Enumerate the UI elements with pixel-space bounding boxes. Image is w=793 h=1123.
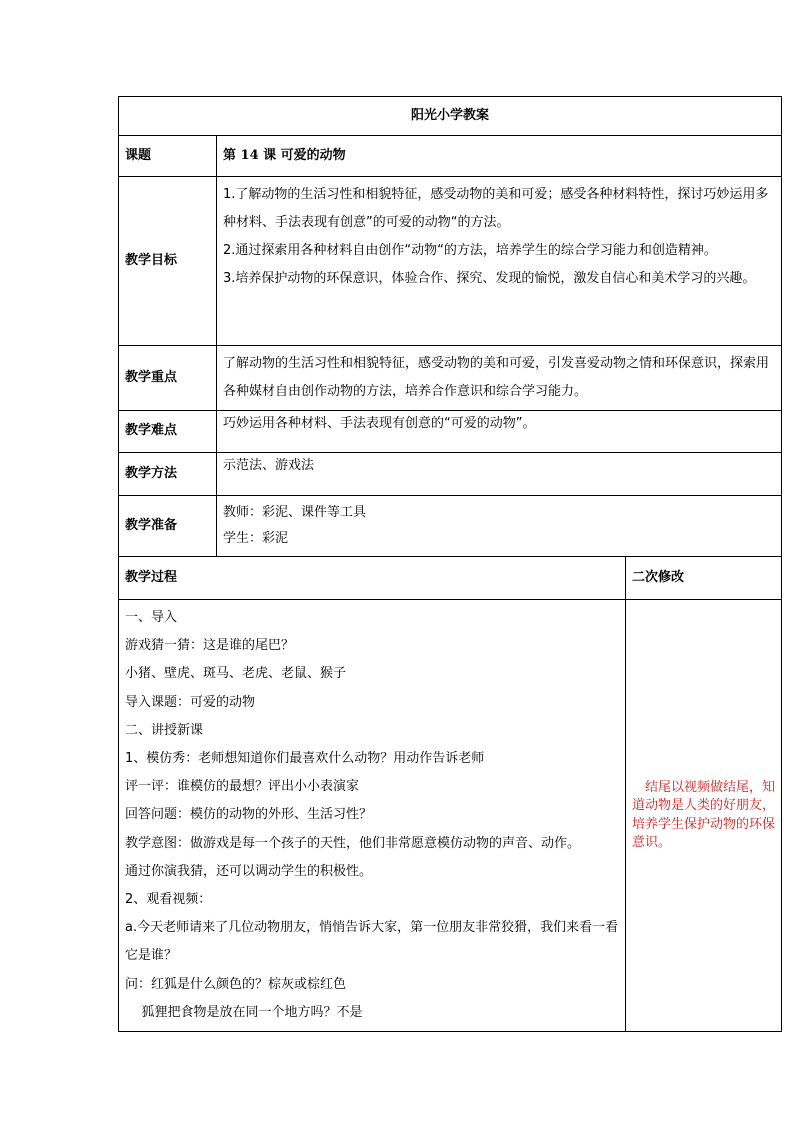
process-line: 导入课题：可爱的动物 (125, 694, 256, 710)
difficulty-label: 教学难点 (119, 411, 217, 453)
process-line: 二、讲授新课 (125, 722, 204, 738)
process-content (119, 600, 626, 1032)
preparation-content (217, 496, 782, 557)
topic-label: 课题 (119, 136, 217, 177)
topic-value: 第 14 课 可爱的动物 (217, 136, 782, 177)
process-line: 教学意图：做游戏是每一个孩子的天性，他们非常愿意模仿动物的声音、动作。 (125, 835, 581, 851)
process-line: 通过你演我猜，还可以调动学生的积极性。 (125, 863, 373, 879)
objective-item: 3.培养保护动物的环保意识，体验合作、探究、发现的愉悦，激发自信心和美术学习的兴趣。 (223, 271, 756, 286)
key-points-content (217, 346, 782, 411)
preparation-item: 学生：彩泥 (223, 531, 289, 546)
difficulty-content: 巧妙运用各种材料、手法表现有创意的“可爱的动物”。 (217, 411, 782, 453)
objectives-label: 教学目标 (119, 177, 217, 346)
key-points-text: 了解动物的生活习性和相貌特征，感受动物的美和可爱，引发喜爱动物之情和环保意识，探索用各种媒材自由创作动物的方法，培养合作意识和综合学习能力。 (223, 356, 770, 399)
revision-note: 结尾以视频做结尾，知道动物是人类的好朋友，培养学生保护动物的环保意识。 (632, 780, 776, 850)
process-line: 游戏猜一猜：这是谁的尾巴？ (125, 638, 295, 654)
process-line: 1、模仿秀：老师想知道你们最喜欢什么动物？用动作告诉老师 (125, 751, 485, 767)
preparation-label: 教学准备 (119, 496, 217, 557)
process-line: 一、导入 (125, 610, 178, 625)
process-line: 评一评：谁模仿的最想？评出小小表演家 (125, 779, 360, 795)
process-header: 教学过程 (119, 557, 626, 600)
revision-header: 二次修改 (626, 557, 782, 600)
key-points-label: 教学重点 (119, 346, 217, 411)
preparation-item: 教师：彩泥、课件等工具 (223, 505, 367, 520)
process-line: 小猪、壁虎、斑马、老虎、老鼠、猴子 (125, 666, 347, 682)
process-line: 2、观看视频： (125, 892, 212, 908)
objective-item: 2.通过探索用各种材料自由创作“动物“的方法，培养学生的综合学习能力和创造精神。 (223, 243, 717, 258)
objectives-content (217, 177, 782, 346)
methods-content: 示范法、游戏法 (217, 453, 782, 496)
methods-label: 教学方法 (119, 453, 217, 496)
process-line: 狐狸把食物是放在同一个地方吗？不是 (125, 1004, 363, 1020)
revision-content (626, 600, 782, 1032)
process-line: 问：红狐是什么颜色的？棕灰或棕红色 (125, 976, 347, 992)
objective-item: 1.了解动物的生活习性和相貌特征，感受动物的美和可爱；感受各种材料特性，探讨巧妙运用多种材料、手法表现有创意”的可爱的动物“的方法。 (223, 187, 769, 230)
process-line: 回答问题：模仿的动物的外形、生活习性？ (125, 807, 373, 823)
document-title: 阳光小学教案 (119, 97, 782, 136)
lesson-plan-table (118, 96, 782, 1032)
process-line: a.今天老师请来了几位动物朋友，悄悄告诉大家，第一位朋友非常狡猾，我们来看一看它是谁？ (125, 920, 619, 964)
